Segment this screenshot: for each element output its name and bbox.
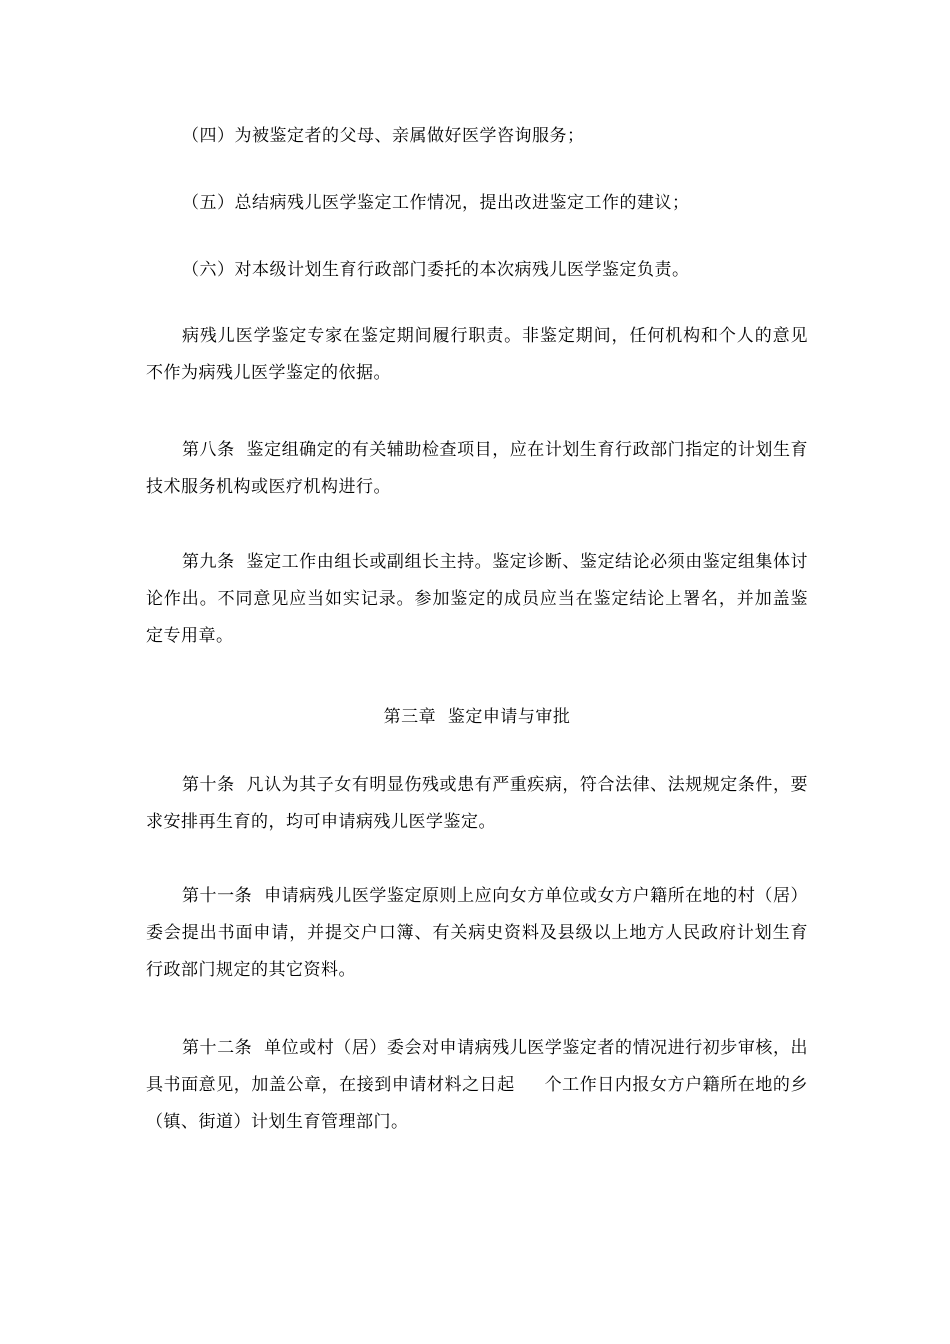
paragraph-item-5: （五）总结病残儿医学鉴定工作情况，提出改进鉴定工作的建议； (182, 193, 690, 213)
chapter-heading: 第三章 鉴定申请与审批 (383, 707, 571, 727)
paragraph-article-11: 第十一条 申请病残儿医学鉴定原则上应向女方单位或女方户籍所在地的村（居）委会提出书面申请，并提交户口簿、有关病史资料及县级以上地方人民政府计划生育行政部门规定的其它资料。 (146, 886, 808, 980)
paragraph-expert-duty: 病残儿医学鉴定专家在鉴定期间履行职责。非鉴定期间，任何机构和个人的意见不作为病残儿医学鉴定的依据。 (146, 326, 808, 383)
paragraph-item-6: （六）对本级计划生育行政部门委托的本次病残儿医学鉴定负责。 (182, 260, 690, 280)
paragraph-article-8: 第八条 鉴定组确定的有关辅助检查项目，应在计划生育行政部门指定的计划生育技术服务机构或医疗机构进行。 (146, 440, 808, 497)
paragraph-article-12: 第十二条 单位或村（居）委会对申请病残儿医学鉴定者的情况进行初步审核，出具书面意见，加盖公章，在接到申请材料之日起 个工作日内报女方户籍所在地的乡（镇、街道）计划生育管理部门。 (146, 1038, 808, 1132)
paragraph-article-9: 第九条 鉴定工作由组长或副组长主持。鉴定诊断、鉴定结论必须由鉴定组集体讨论作出。不同意见应当如实记录。参加鉴定的成员应当在鉴定结论上署名，并加盖鉴定专用章。 (146, 552, 808, 646)
paragraph-item-4: （四）为被鉴定者的父母、亲属做好医学咨询服务； (182, 126, 585, 146)
paragraph-article-10: 第十条 凡认为其子女有明显伤残或患有严重疾病，符合法律、法规规定条件，要求安排再生育的，均可申请病残儿医学鉴定。 (146, 775, 808, 832)
